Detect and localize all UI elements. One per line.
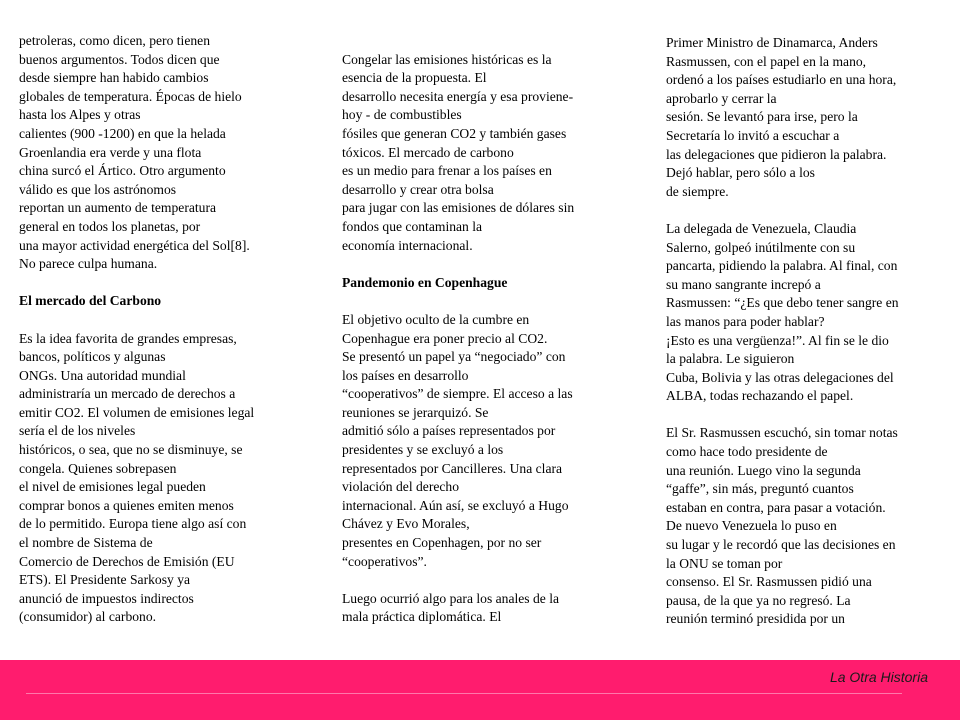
text-line: su mano sangrante increpó a [666,276,821,292]
footer-band [0,660,960,720]
text-line: No parece culpa humana. [19,256,158,272]
text-line: administraría un mercado de derechos a [19,386,236,402]
text-line: las delegaciones que pidieron la palabra. [666,146,887,162]
text-line: general en todos los planetas, por [19,218,201,234]
text-line: “gaffe”, sin más, preguntó cuantos [666,481,854,497]
text-line: admitió sólo a países representados por [342,423,556,439]
section-heading [342,274,574,293]
text-line: china surcó el Ártico. Otro argumento [19,163,226,179]
text-line: aprobarlo y cerrar la [666,90,777,106]
text-line: para jugar con las emisiones de dólares sin [342,200,575,216]
text-line: desde siempre han habido cambios [19,70,209,86]
text-line: reportan un aumento de temperatura [19,200,217,216]
spacer [342,32,574,51]
text-column-3 [666,34,899,629]
text-line: una mayor actividad energética del Sol[8]. [19,237,250,253]
heading-text: El mercado del Carbono [19,293,162,309]
paragraph-gap [666,406,899,425]
text-line: “cooperativos” de siempre. El acceso a las [342,386,573,402]
text-line: ALBA, todas rechazando el papel. [666,388,854,404]
text-line: Luego ocurrió algo para los anales de la [342,590,560,606]
text-line: Comercio de Derechos de Emisión (EU [19,553,235,569]
text-line: La delegada de Venezuela, Claudia [666,220,857,236]
text-line: anunció de impuestos indirectos [19,590,194,606]
text-line: hasta los Alpes y otras [19,107,141,123]
text-line: Groenlandia era verde y una flota [19,144,202,160]
text-line: Rasmussen: “¿Es que debo tener sangre en [666,295,899,311]
paragraph-gap [666,201,899,220]
text-line: tóxicos. El mercado de carbono [342,144,514,160]
text-line: presentes en Copenhagen, por no ser [342,535,542,551]
paragraph [666,220,899,406]
text-line: Chávez y Evo Morales, [342,516,470,532]
text-line: comprar bonos a quienes emiten menos [19,497,234,513]
text-line: la ONU se toman por [666,555,783,571]
text-line: Primer Ministro de Dinamarca, Anders [666,35,878,50]
paragraph-gap [19,311,254,330]
text-line: globales de temperatura. Épocas de hielo [19,88,242,104]
text-line: válido es que los astrónomos [19,181,177,197]
text-line: desarrollo y crear otra bolsa [342,181,494,197]
paragraph [666,424,899,629]
text-line: reuniones se jerarquizó. Se [342,404,489,420]
text-line: reunión terminó presidida por un [666,611,845,627]
paragraph [19,32,254,274]
paragraph-gap [342,571,574,590]
text-line: El Sr. Rasmussen escuchó, sin tomar notas [666,425,898,441]
text-line: fósiles que generan CO2 y también gases [342,125,567,141]
section-heading [19,292,254,311]
paragraph [342,51,574,256]
text-line: Salerno, golpeó inútilmente con su [666,239,856,255]
text-line: de lo permitido. Europa tiene algo así con [19,516,247,532]
text-line: violación del derecho [342,479,460,495]
text-line: sería el de los niveles [19,423,136,439]
text-line: esencia de la propuesta. El [342,70,487,86]
text-line: Secretaría lo invitó a escuchar a [666,127,840,143]
text-line: Dejó hablar, pero sólo a los [666,165,815,181]
text-line: ¡Esto es una vergüenza!”. Al fin se le dio [666,332,889,348]
footer-label: La Otra Historia [829,669,928,685]
text-line: Rasmussen, con el papel en la mano, [666,53,867,69]
paragraph-gap [342,292,574,311]
text-line: el nivel de emisiones legal pueden [19,479,206,495]
text-line: economía internacional. [342,237,473,253]
text-line: ONGs. Una autoridad mundial [19,367,186,383]
text-line: calientes (900 -1200) en que la helada [19,125,226,141]
paragraph [666,34,899,201]
heading-text: Pandemonio en Copenhague [342,274,508,290]
text-line: hoy - de combustibles [342,107,462,123]
text-line: emitir CO2. El volumen de emisiones legal [19,404,255,420]
text-line: es un medio para frenar a los países en [342,163,552,179]
text-line: como hace todo presidente de [666,444,828,460]
text-line: internacional. Aún así, se excluyó a Hugo [342,497,569,513]
text-line: representados por Cancilleres. Una clara [342,460,563,476]
text-line: mala práctica diplomática. El [342,609,502,625]
text-line: presidentes y se excluyó a los [342,442,504,458]
text-line: congela. Quienes sobrepasen [19,460,177,476]
text-line: la palabra. Le siguieron [666,351,795,367]
text-line: ETS). El Presidente Sarkosy ya [19,572,191,588]
text-line: fondos que contaminan la [342,218,483,234]
text-column-2 [342,32,574,627]
paragraph-gap [342,255,574,274]
text-line: Congelar las emisiones históricas es la [342,51,552,67]
text-line: los países en desarrollo [342,367,469,383]
text-line: Es la idea favorita de grandes empresas, [19,330,237,346]
paragraph [19,330,254,628]
text-line: buenos argumentos. Todos dicen que [19,51,220,67]
text-line: pancarta, pidiendo la palabra. Al final, con [666,258,898,274]
text-line: desarrollo necesita energía y esa proviene- [342,88,574,104]
text-line: Se presentó un papel ya “negociado” con [342,349,566,365]
text-line: de siempre. [666,183,729,199]
text-line: (consumidor) al carbono. [19,609,157,625]
text-line: las manos para poder hablar? [666,313,825,329]
text-line: su lugar y le recordó que las decisiones en [666,537,896,553]
text-line: ordenó a los países estudiarlo en una hora, [666,72,897,88]
text-line: De nuevo Venezuela lo puso en [666,518,837,534]
text-line: petroleras, como dicen, pero tienen [19,33,210,48]
text-line: sesión. Se levantó para irse, pero la [666,109,858,125]
text-line: estaban en contra, para pasar a votación. [666,499,886,515]
footer-divider [26,693,902,694]
text-line: el nombre de Sistema de [19,535,153,551]
paragraph [342,590,574,627]
text-line: Copenhague era poner precio al CO2. [342,330,548,346]
text-line: históricos, o sea, que no se disminuye, se [19,442,243,458]
text-column-1 [19,32,254,627]
text-line: consenso. El Sr. Rasmussen pidió una [666,574,872,590]
text-line: pausa, de la que ya no regresó. La [666,592,851,608]
text-line: El objetivo oculto de la cumbre en [342,311,530,327]
paragraph [342,311,574,571]
text-line: “cooperativos”. [342,553,427,569]
text-line: una reunión. Luego vino la segunda [666,462,861,478]
text-line: Cuba, Bolivia y las otras delegaciones del [666,369,894,385]
paragraph-gap [19,274,254,293]
text-line: bancos, políticos y algunas [19,349,166,365]
